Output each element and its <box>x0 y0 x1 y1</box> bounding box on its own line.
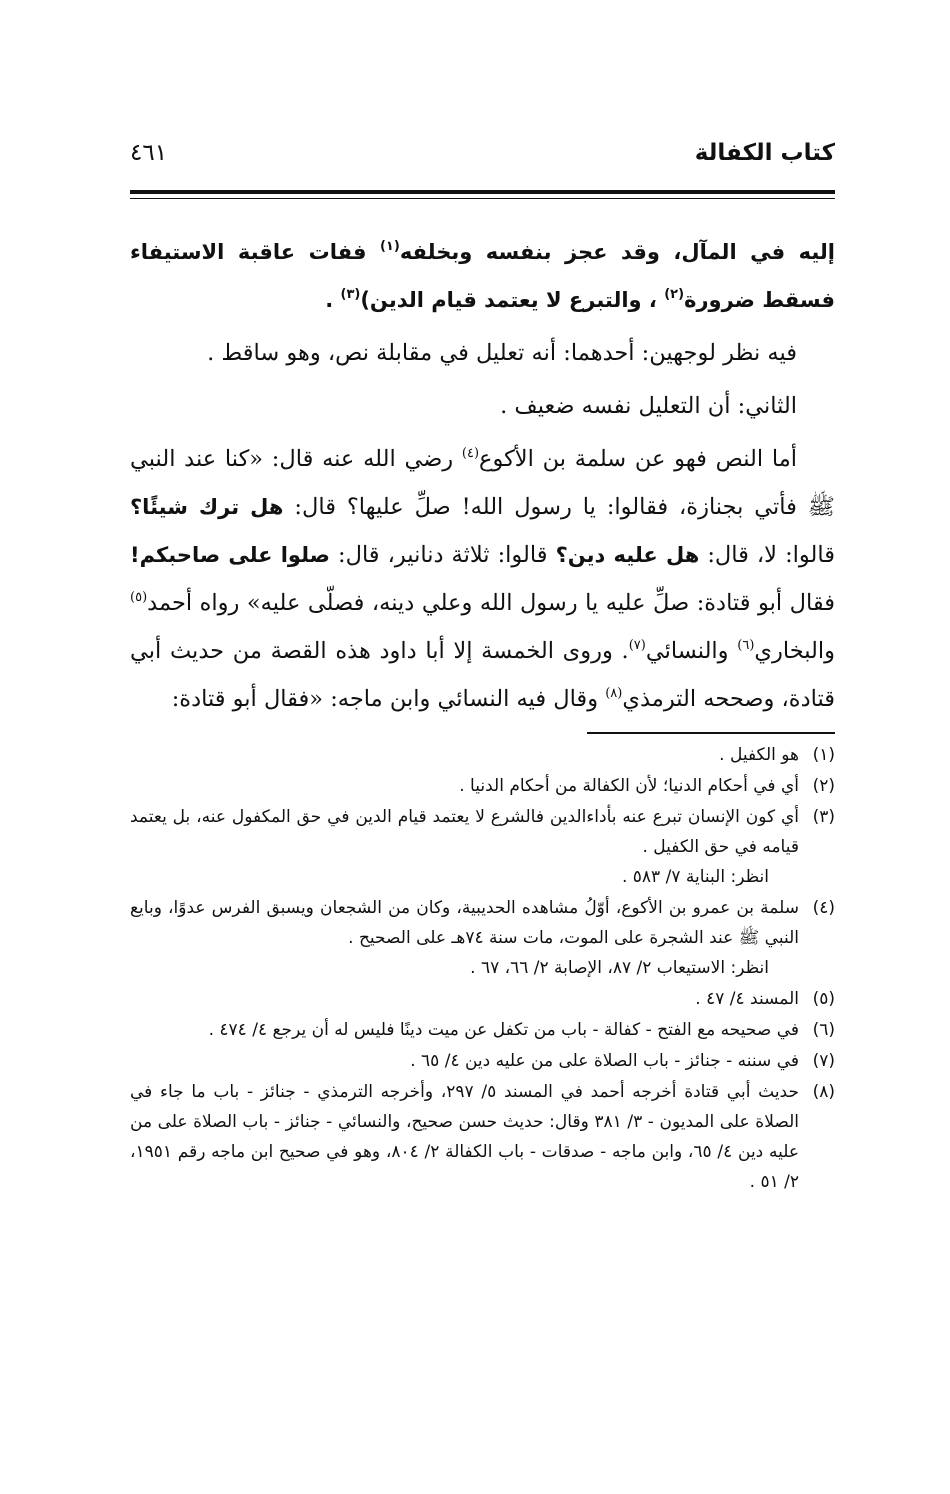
footnote-ref: (٧) <box>628 638 646 653</box>
paragraph-hadith <box>130 435 835 723</box>
footnote-ref: (٦) <box>737 638 755 653</box>
text-run: ففات عاقبة الاستيفاء فسقط ضرورة <box>130 240 835 312</box>
footnote-text: في سننه - جنائز - باب الصلاة على من عليه دين ٤/ ٦٥ . <box>410 1051 799 1071</box>
footnote-text: أي كون الإنسان تبرع عنه بأداءالدين فالشرع لا يعتمد قيام الدين في حق المكفول عنه، بل يعتمد قيامه في حق الكفيل . <box>130 807 799 857</box>
text-run: . <box>325 288 341 312</box>
bold-prophetic-words: هل ترك شيئًا؟ <box>130 495 284 519</box>
footnote <box>130 802 835 892</box>
text-run: قالوا: ثلاثة دنانير، قال: <box>329 542 556 568</box>
text-run: والنسائي <box>645 638 738 664</box>
footnote-text: سلمة بن عمرو بن الأكوع، أوّلُ مشاهده الحديبية، وكان من الشجعان ويسبق الفرس عدوًا، وبايع النبي ﷺ عند الشجرة على الموت، مات سنة ٧٤هـ على الصحيح . <box>130 898 799 948</box>
footnote-body <box>130 802 799 892</box>
text-run: . وروى الخمسة إلا أبا داود هذه القصة من حديث أبي قتادة، وصححه الترمذي <box>130 638 835 712</box>
footnote-reference: انظر: الاستيعاب ٢/ ٨٧، الإصابة ٢/ ٦٦، ٦٧ . <box>470 958 769 978</box>
footnote-text: المسند ٤/ ٤٧ . <box>695 989 799 1009</box>
footnote-body <box>130 893 799 983</box>
text-run: وقال فيه النسائي وابن ماجه: «فقال أبو قتادة: <box>171 686 606 712</box>
footnote <box>130 984 835 1014</box>
text-run: قالوا: لا، قال: <box>699 542 835 568</box>
footnote-number: (٨) <box>812 1082 835 1102</box>
footnote-ref: (٣) <box>340 287 361 302</box>
footnote <box>130 893 835 983</box>
text-run: إليه في المآل، وقد عجز بنفسه وبخلفه <box>399 240 835 264</box>
text-run: ، والتبرع لا يعتمد قيام الدين) <box>360 288 665 312</box>
text-run: فقال أبو قتادة: صلِّ عليه يا رسول الله وعلي دينه، فصلّى عليه» رواه أحمد <box>147 590 835 616</box>
footnote <box>130 1077 835 1197</box>
footnote-text: أي في أحكام الدنيا؛ لأن الكفالة من أحكام الدنيا . <box>459 776 799 796</box>
footnotes <box>130 740 835 1197</box>
footnote <box>130 771 835 801</box>
footnote-text: هو الكفيل . <box>719 745 799 765</box>
page-number: ٤٦١ <box>130 140 168 166</box>
paragraph-quoted-text <box>130 228 835 324</box>
text-run: أما النص فهو عن سلمة بن الأكوع <box>479 446 797 472</box>
main-text <box>130 228 835 723</box>
text-run: رضي الله عنه قال: «كنا عند النبي ﷺ فأتي بجنازة، فقالوا: يا رسول الله! صلِّ عليها؟ قال: <box>130 446 835 520</box>
footnote-text: في صحيحه مع الفتح - كفالة - باب من تكفل عن ميت دينًا فليس له أن يرجع ٤/ ٤٧٤ . <box>208 1020 799 1040</box>
footnote-ref: (٢) <box>664 287 685 302</box>
header-rule-thin <box>130 198 835 199</box>
footnote <box>130 1046 835 1076</box>
running-header <box>130 140 835 180</box>
footnote-ref: (١) <box>379 239 400 254</box>
footnote-separator <box>587 732 835 734</box>
footnote-reference: انظر: البناية ٧/ ٥٨٣ . <box>621 867 769 887</box>
bold-prophetic-words: صلوا على صاحبكم! <box>130 543 330 567</box>
footnote-number: (٥) <box>812 989 835 1009</box>
chapter-title: كتاب الكفالة <box>694 140 835 166</box>
header-rule-thick <box>130 190 835 194</box>
footnote-number: (٧) <box>812 1051 835 1071</box>
footnote-number: (٦) <box>812 1020 835 1040</box>
paragraph-second-point: الثاني: أن التعليل نفسه ضعيف . <box>500 393 797 419</box>
footnote-number: (٣) <box>812 807 835 827</box>
footnote-number: (١) <box>812 745 835 765</box>
footnote <box>130 1015 835 1045</box>
footnote-text: حديث أبي قتادة أخرجه أحمد في المسند ٥/ ٢٩٧، وأخرجه الترمذي - جنائز - باب ما جاء في الصلاة على المديون - ٣/ ٣٨١ وقال: حديث حسن صحيح، والنسائي - جنائز - باب الصلاة على من عليه دين ٤/ ٦٥، وابن ماجه - صدقات - باب الكفالة ٢/ ٨٠٤، وهو في صحيح ابن ماجه رقم ١٩٥١، ٢/ ٥١ . <box>130 1082 799 1192</box>
paragraph-objection: فيه نظر لوجهين: أحدهما: أنه تعليل في مقابلة نص، وهو ساقط . <box>207 340 797 366</box>
footnote-ref: (٤) <box>461 446 480 461</box>
footnote-number: (٤) <box>812 898 835 918</box>
footnote <box>130 740 835 770</box>
text-run: والبخاري <box>754 638 836 664</box>
footnote-number: (٢) <box>812 776 835 796</box>
bold-prophetic-words: هل عليه دين؟ <box>555 543 700 567</box>
footnote-ref: (٨) <box>605 686 623 701</box>
footnote-ref: (٥) <box>130 590 148 605</box>
